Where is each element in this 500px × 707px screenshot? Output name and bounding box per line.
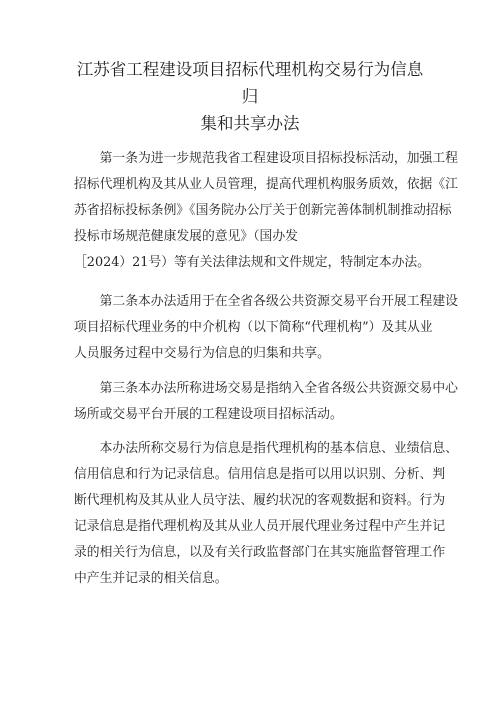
paragraph-line: 录的相关行为信息，以及有关行政监督部门在其实施监督管理工作 [74, 545, 446, 560]
paragraph-line: 第三条本办法所称进场交易是指纳入全省各级公共资源交易中心 [74, 381, 458, 396]
paragraph-line: 投标市场规范健康发展的意见》（国办发 [74, 229, 298, 244]
paragraph-line: 招标代理机构及其从业人员管理，提高代理机构服务质效，依据《江 [74, 177, 458, 192]
article-1-paragraph [74, 146, 458, 276]
title-line: 江苏省工程建设项目招标代理机构交易行为信息归 [76, 60, 424, 106]
paragraph-line: 中产生并记录的相关信息。 [74, 571, 228, 586]
paragraph-line: 第一条为进一步规范我省工程建设项目招标投标活动，加强工程 [74, 151, 458, 166]
paragraph-line: 记录信息是指代理机构及其从业人员开展代理业务过程中产生并记 [74, 519, 446, 534]
paragraph-line: 项目招标代理业务的中介机构（以下简称“代理机构”）及其从业 [74, 320, 433, 335]
paragraph-line: 场所或交易平台开展的工程建设项目招标活动。 [74, 407, 343, 422]
article-2-paragraph [74, 289, 458, 367]
paragraph-line: 断代理机构及其从业人员守法、履约状况的客观数据和资料。行为 [74, 493, 446, 508]
paragraph-line: 本办法所称交易行为信息是指代理机构的基本信息、业绩信息、 [74, 441, 458, 456]
paragraph-line: 信用信息和行为记录信息。信用信息是指可以用以识别、分析、判 [74, 467, 446, 482]
definition-paragraph [74, 436, 458, 592]
paragraph-line: 苏省招标投标条例》《国务院办公厅关于创新完善体制机制推动招标 [74, 203, 452, 218]
paragraph-line: 人员服务过程中交易行为信息的归集和共享。 [74, 346, 330, 361]
article-3-paragraph [74, 376, 458, 428]
paragraph-line: ［2024）21号）等有关法律法规和文件规定，特制定本办法。 [74, 255, 430, 270]
paragraph-line: 第二条本办法适用于在全省各级公共资源交易平台开展工程建设 [74, 294, 458, 309]
title-line: 集和共享办法 [200, 114, 300, 133]
document-title [70, 56, 430, 137]
